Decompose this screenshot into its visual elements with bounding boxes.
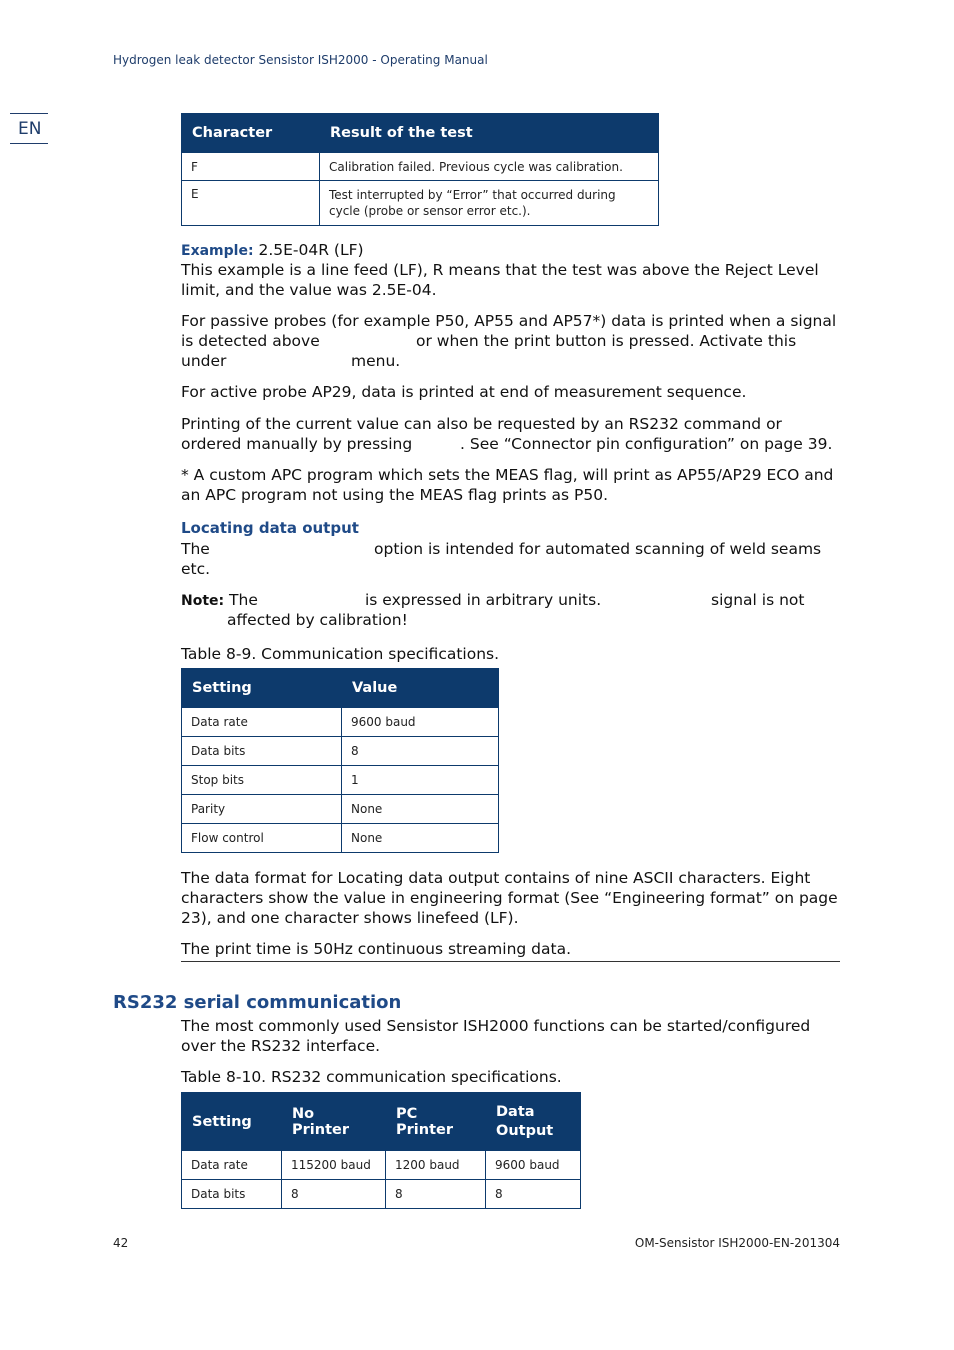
table-cell: 8 xyxy=(282,1180,386,1209)
table-row xyxy=(182,737,499,766)
comm-table-caption: Table 8-9. Communication specifications. xyxy=(181,645,500,663)
page-number: 42 xyxy=(113,1236,129,1250)
document-id: OM-Sensistor ISH2000-EN-201304 xyxy=(634,1236,840,1250)
locating-line1a: The xyxy=(181,540,210,558)
example-label: Example: xyxy=(181,243,254,259)
table-cell: Data bits xyxy=(182,1180,282,1209)
table-cell: 1 xyxy=(342,766,499,795)
locating-line1b: option is intended for automated scanning of weld seams xyxy=(374,540,822,558)
note-line1c: signal is not xyxy=(711,591,805,609)
table-cell: E xyxy=(182,181,320,226)
comm-table xyxy=(181,668,499,853)
printing-line2b: . See “Connector pin configuration” on page 39. xyxy=(460,435,833,453)
column-header: Result of the test xyxy=(320,114,659,153)
example-description: This example is a line feed (LF), R means that the test was above the Reject Level limit, and the value was 2.5E-04. xyxy=(181,261,819,299)
note-label: Note: xyxy=(181,593,225,609)
table-row xyxy=(182,1151,581,1180)
result-table xyxy=(181,113,659,226)
example-block xyxy=(181,240,841,261)
table-cell: F xyxy=(182,153,320,181)
custom-apc-note: * A custom APC program which sets the MEAS flag, will print as AP55/AP29 ECO and an APC program not using the MEAS flag prints as P50. xyxy=(181,466,834,504)
example-value: 2.5E-04R (LF) xyxy=(253,241,364,259)
passive-probes-line2b: or when the print button is pressed. Activate this xyxy=(416,332,797,350)
table-header-row xyxy=(182,669,499,708)
note-line1a xyxy=(181,590,261,611)
active-probe-text: For active probe AP29, data is printed at end of measurement sequence. xyxy=(181,383,747,401)
table-cell: 9600 baud xyxy=(342,708,499,737)
table-cell: Data rate xyxy=(182,1151,282,1180)
passive-probes-line2a: is detected above xyxy=(181,332,320,350)
table-cell: Test interrupted by “Error” that occurred during cycle (probe or sensor error etc.). xyxy=(320,181,659,226)
data-format-text: The data format for Locating data output contains of nine ASCII characters. Eight characters show the value in engineering format (See “Engineering format” on page 23), and one character shows linefeed (LF). xyxy=(181,869,838,927)
printing-line2a: ordered manually by pressing xyxy=(181,435,413,453)
table-cell: 8 xyxy=(386,1180,486,1209)
column-header: PC Printer xyxy=(386,1093,486,1151)
table-row xyxy=(182,795,499,824)
table-cell: 8 xyxy=(342,737,499,766)
note-line2: affected by calibration! xyxy=(227,611,408,629)
note-the: The xyxy=(224,591,258,609)
table-cell: Calibration failed. Previous cycle was calibration. xyxy=(320,153,659,181)
printing-line1: Printing of the current value can also be requested by an RS232 command or xyxy=(181,415,782,433)
rs232-heading: RS232 serial communication xyxy=(113,992,402,1013)
passive-probes-line3b: menu. xyxy=(351,352,401,370)
table-cell: 8 xyxy=(486,1180,581,1209)
table-row xyxy=(182,824,499,853)
table-header-row xyxy=(182,1093,581,1151)
running-header: Hydrogen leak detector Sensistor ISH2000 - Operating Manual xyxy=(113,53,488,67)
table-cell: 1200 baud xyxy=(386,1151,486,1180)
locating-line2: etc. xyxy=(181,560,211,578)
table-cell: None xyxy=(342,795,499,824)
passive-probes-line1: For passive probes (for example P50, AP55 and AP57*) data is printed when a signal xyxy=(181,312,837,330)
table-row xyxy=(182,1180,581,1209)
table-row xyxy=(182,181,659,226)
column-header: Character xyxy=(182,114,320,153)
section-divider xyxy=(181,961,840,962)
table-row xyxy=(182,153,659,181)
table-cell: Data bits xyxy=(182,737,342,766)
table-cell: 115200 baud xyxy=(282,1151,386,1180)
rs232-intro: The most commonly used Sensistor ISH2000 functions can be started/configured over the RS232 interface. xyxy=(181,1017,811,1055)
table-row xyxy=(182,766,499,795)
column-header: No Printer xyxy=(282,1093,386,1151)
note-line1b: is expressed in arbitrary units. xyxy=(365,591,602,609)
column-header: Data Output xyxy=(486,1093,581,1151)
table-cell: Flow control xyxy=(182,824,342,853)
print-time-text: The print time is 50Hz continuous streaming data. xyxy=(181,940,572,958)
column-header: Setting xyxy=(182,669,342,708)
rs232-table xyxy=(181,1092,581,1209)
column-header: Setting xyxy=(182,1093,282,1151)
table-cell: Parity xyxy=(182,795,342,824)
table-cell: Stop bits xyxy=(182,766,342,795)
table-cell: 9600 baud xyxy=(486,1151,581,1180)
rs232-table-caption: Table 8-10. RS232 communication specifications. xyxy=(181,1068,562,1086)
table-row xyxy=(182,708,499,737)
locating-heading: Locating data output xyxy=(181,519,359,537)
column-header: Value xyxy=(342,669,499,708)
language-tab: EN xyxy=(10,113,48,144)
passive-probes-line3a: under xyxy=(181,352,227,370)
table-cell: Data rate xyxy=(182,708,342,737)
table-header-row xyxy=(182,114,659,153)
table-cell: None xyxy=(342,824,499,853)
